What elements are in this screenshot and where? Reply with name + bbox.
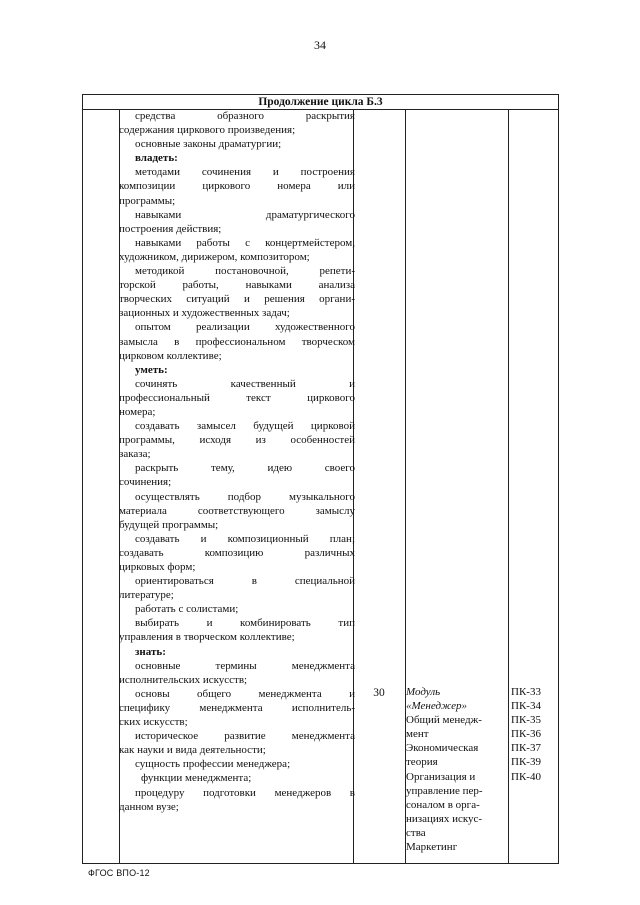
text-line: выбирать и комбинировать тип xyxy=(135,617,355,630)
text-line: творческих ситуаций и решения органи- xyxy=(119,293,355,306)
text-line: сочинения; xyxy=(119,476,172,489)
text-line: процедуру подготовки менеджеров в xyxy=(135,786,355,799)
text-line: художником, дирижером, композитором; xyxy=(119,250,310,263)
module-title-line: «Менеджер» xyxy=(406,700,467,713)
text-line: сочинять качественный и xyxy=(135,377,355,390)
module-cell xyxy=(406,685,506,854)
text-line: литературе; xyxy=(119,589,174,602)
discipline-line: Маркетинг xyxy=(406,841,458,854)
text-line: опытом реализации художественного xyxy=(135,321,355,334)
text-line: цирковом коллективе; xyxy=(119,349,222,362)
discipline-line: ства xyxy=(406,826,426,839)
text-line: работать с солистами; xyxy=(135,603,239,616)
competences-column xyxy=(119,109,355,814)
discipline-line: соналом в орга- xyxy=(406,798,480,811)
text-line: сущность профессии менеджера; xyxy=(135,758,291,771)
competence-code: ПК-40 xyxy=(511,770,541,783)
discipline-line: Экономическая xyxy=(406,742,479,755)
text-line: будущей программы; xyxy=(119,518,219,531)
competence-code: ПК-37 xyxy=(511,742,541,755)
text-line: владеть: xyxy=(135,152,178,165)
text-line: навыками драматургического xyxy=(135,208,355,221)
table-header: Продолжение цикла Б.3 xyxy=(83,95,558,110)
text-line: программы; xyxy=(119,194,176,207)
text-line: номера; xyxy=(119,405,156,418)
competence-code: ПК-33 xyxy=(511,686,541,698)
text-line: создавать и композиционный план; xyxy=(135,532,355,545)
text-line: программы, исходя из особенностей xyxy=(119,434,355,447)
competence-code: ПК-36 xyxy=(511,728,541,741)
competence-code: ПК-35 xyxy=(511,714,541,727)
text-line: навыками работы с концертмейстером, xyxy=(135,236,355,249)
text-line: торской работы, навыками анализа xyxy=(119,279,355,292)
module-title-line: Модуль xyxy=(406,686,441,698)
discipline-line: управление пер- xyxy=(406,784,483,797)
text-line: историческое развитие менеджмента xyxy=(135,730,355,743)
text-line: основные законы драматургии; xyxy=(135,138,282,151)
text-line: профессиональный текст циркового xyxy=(119,391,355,404)
competence-code: ПК-34 xyxy=(511,700,541,713)
text-line: специфику менеджмента исполнитель- xyxy=(119,701,355,714)
text-line: создавать композицию различных xyxy=(119,546,355,559)
curriculum-table xyxy=(82,94,559,864)
hours-cell: 30 xyxy=(373,687,385,699)
text-line: данном вузе; xyxy=(119,800,179,813)
text-line: основные термины менеджмента xyxy=(135,659,355,672)
discipline-line: Общий менедж- xyxy=(406,714,482,727)
page-number: 34 xyxy=(314,38,326,52)
text-line: средства образного раскрытия xyxy=(135,110,355,122)
text-line: методами сочинения и построения xyxy=(135,166,355,179)
text-line: уметь: xyxy=(135,363,168,376)
text-line: ориентироваться в специальной xyxy=(135,575,355,588)
text-line: осуществлять подбор музыкального xyxy=(135,490,355,503)
text-line: основы общего менеджмента и xyxy=(135,687,355,700)
disciplines-list xyxy=(406,713,506,854)
text-line: функции менеджмента; xyxy=(141,772,252,785)
text-line: управления в творческом коллективе; xyxy=(119,631,295,644)
text-line: зационных и художественных задач; xyxy=(119,307,290,320)
discipline-line: теория xyxy=(406,756,438,769)
discipline-line: мент xyxy=(406,728,429,741)
text-line: цирковых форм; xyxy=(119,561,196,573)
text-line: построения действия; xyxy=(119,222,222,235)
text-line: ских искусств; xyxy=(119,716,188,729)
text-line: знать: xyxy=(135,645,166,658)
text-line: заказа; xyxy=(119,448,151,461)
competence-code: ПК-39 xyxy=(511,756,541,769)
text-line: материала соответствующего замыслу xyxy=(119,504,355,517)
column-divider xyxy=(508,109,509,863)
text-line: исполнительских искусств; xyxy=(119,673,248,686)
text-line: содержания циркового произведения; xyxy=(119,124,296,137)
text-line: методикой постановочной, репети- xyxy=(135,265,355,278)
footer-label: ФГОС ВПО-12 xyxy=(88,868,150,878)
text-line: замысла в профессиональном творческом xyxy=(119,335,355,348)
discipline-line: низациях искус- xyxy=(406,812,483,825)
text-line: композиции циркового номера или xyxy=(119,180,355,193)
competence-codes xyxy=(511,685,557,784)
text-line: как науки и вида деятельности; xyxy=(119,744,266,757)
text-line: создавать замысел будущей цирковой xyxy=(135,420,355,433)
text-line: раскрыть тему, идею своего xyxy=(135,462,355,475)
discipline-line: Организация и xyxy=(406,770,476,783)
